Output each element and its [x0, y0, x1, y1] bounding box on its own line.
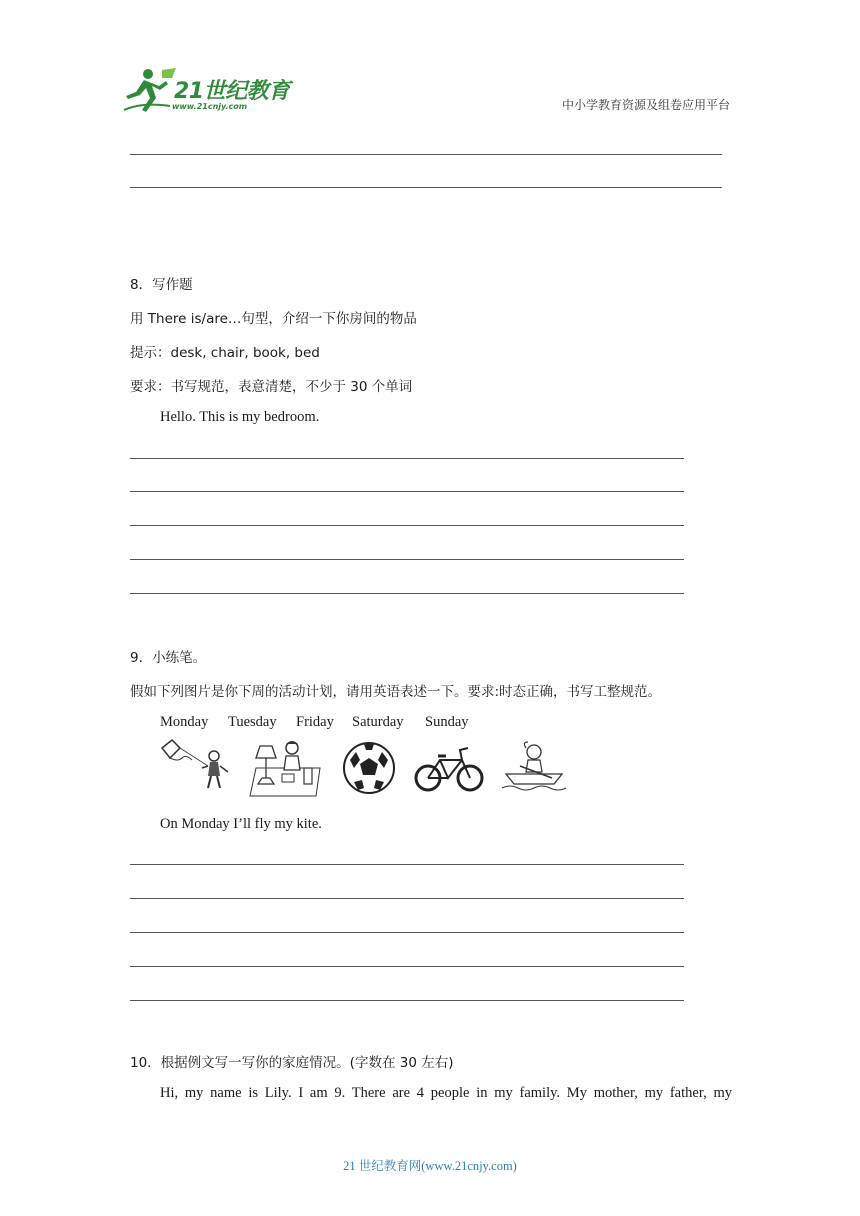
day-label: Tuesday — [228, 714, 277, 730]
q8-instruction: 用 There is/are…句型，介绍一下你房间的物品 — [130, 311, 417, 327]
answer-line[interactable] — [130, 525, 684, 526]
kite-flying-icon — [158, 738, 230, 796]
q8-hint: 提示：desk, chair, book, bed — [130, 345, 320, 361]
q8-starter: Hello. This is my bedroom. — [160, 409, 320, 425]
runner-logo-icon — [122, 66, 178, 116]
answer-line[interactable] — [130, 559, 684, 560]
q9-starter: On Monday I’ll fly my kite. — [160, 816, 322, 832]
day-label: Monday — [160, 714, 209, 730]
answer-line[interactable] — [130, 966, 684, 967]
bicycle-icon — [414, 738, 484, 796]
footer: 21 世纪教育网(www.21cnjy.com) — [343, 1159, 517, 1173]
q10-title: 10．根据例文写一写你的家庭情况。(字数在 30 左右) — [130, 1055, 454, 1071]
day-label: Sunday — [425, 714, 469, 730]
answer-line[interactable] — [130, 864, 684, 865]
day-label: Friday — [296, 714, 334, 730]
answer-line[interactable] — [130, 593, 684, 594]
boating-icon — [500, 738, 570, 796]
header-tagline: 中小学教育资源及组卷应用平台 — [561, 98, 730, 112]
answer-line[interactable] — [130, 154, 722, 155]
answer-line[interactable] — [130, 898, 684, 899]
answer-line[interactable] — [130, 187, 722, 188]
site-logo — [122, 66, 292, 116]
answer-line[interactable] — [130, 1000, 684, 1001]
answer-line[interactable] — [130, 491, 684, 492]
q8-requirement: 要求：书写规范，表意清楚，不少于 30 个单词 — [130, 379, 413, 395]
football-icon — [342, 738, 396, 796]
q9-title: 9．小练笔。 — [130, 650, 207, 666]
q8-title: 8．写作题 — [130, 277, 193, 293]
q9-instruction: 假如下列图片是你下周的活动计划，请用英语表述一下。要求:时态正确，书写工整规范。 — [130, 684, 662, 700]
logo-url: www.21cnjy.com — [172, 102, 248, 111]
studying-at-desk-icon — [248, 738, 322, 798]
answer-line[interactable] — [130, 932, 684, 933]
answer-line[interactable] — [130, 458, 684, 459]
logo-text: 21世纪教育 — [174, 79, 290, 104]
day-label: Saturday — [352, 714, 404, 730]
q10-example: Hi, my name is Lily. I am 9. There are 4 people in my family. My mother, my father, my — [160, 1085, 732, 1101]
